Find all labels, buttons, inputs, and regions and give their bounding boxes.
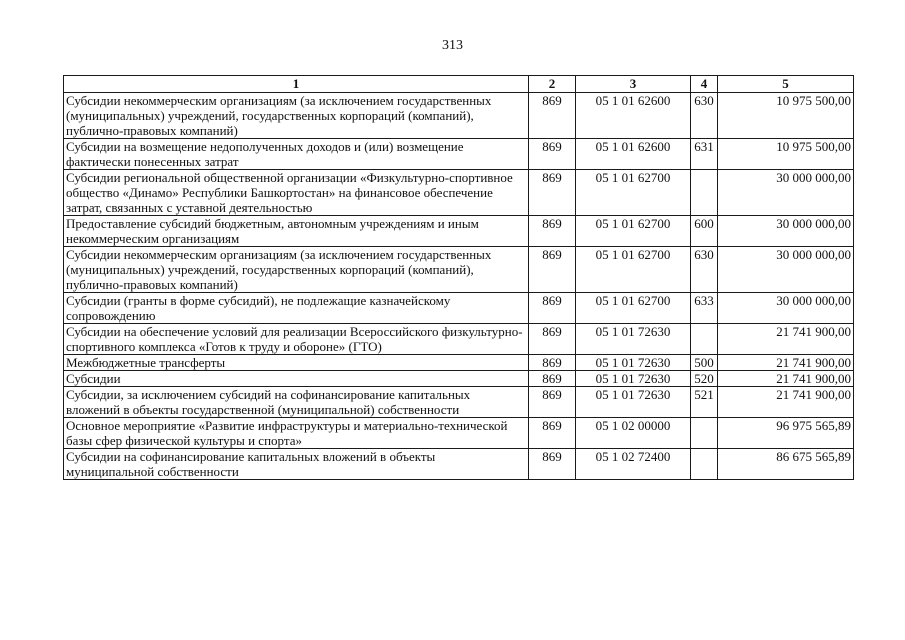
cell-vr: 633 bbox=[691, 293, 718, 324]
cell-name: Субсидии некоммерческим организациям (за исключением государственных (муниципальных) учреждений, государственных корпораций (компаний), публично-правовых компаний) bbox=[64, 247, 529, 293]
cell-vr bbox=[691, 418, 718, 449]
table-row bbox=[64, 387, 854, 418]
cell-name: Субсидии некоммерческим организациям (за исключением государственных (муниципальных) учреждений, государственных корпораций (компаний), публично-правовых компаний) bbox=[64, 93, 529, 139]
cell-csr: 05 1 01 62700 bbox=[576, 216, 691, 247]
cell-vr bbox=[691, 324, 718, 355]
cell-sum: 10 975 500,00 bbox=[718, 93, 854, 139]
cell-csr: 05 1 01 62600 bbox=[576, 93, 691, 139]
table-row bbox=[64, 418, 854, 449]
cell-ved: 869 bbox=[529, 449, 576, 480]
cell-name: Субсидии региональной общественной организации «Физкультурно-спортивное общество «Динамо» Республики Башкортостан» на финансовое обеспечение затрат, связанных с уставной деятельностью bbox=[64, 170, 529, 216]
table-row bbox=[64, 371, 854, 387]
cell-sum: 30 000 000,00 bbox=[718, 247, 854, 293]
cell-csr: 05 1 01 62700 bbox=[576, 293, 691, 324]
cell-csr: 05 1 01 72630 bbox=[576, 371, 691, 387]
cell-ved: 869 bbox=[529, 355, 576, 371]
cell-name: Предоставление субсидий бюджетным, автономным учреждениям и иным некоммерческим организациям bbox=[64, 216, 529, 247]
cell-sum: 21 741 900,00 bbox=[718, 371, 854, 387]
cell-ved: 869 bbox=[529, 139, 576, 170]
cell-csr: 05 1 01 72630 bbox=[576, 324, 691, 355]
cell-csr: 05 1 01 72630 bbox=[576, 387, 691, 418]
cell-csr: 05 1 02 00000 bbox=[576, 418, 691, 449]
cell-ved: 869 bbox=[529, 387, 576, 418]
cell-vr bbox=[691, 170, 718, 216]
cell-vr: 520 bbox=[691, 371, 718, 387]
cell-sum: 30 000 000,00 bbox=[718, 170, 854, 216]
cell-ved: 869 bbox=[529, 324, 576, 355]
budget-table bbox=[63, 75, 854, 480]
table-row bbox=[64, 247, 854, 293]
cell-ved: 869 bbox=[529, 371, 576, 387]
cell-sum: 21 741 900,00 bbox=[718, 355, 854, 371]
table-body bbox=[64, 93, 854, 480]
cell-sum: 30 000 000,00 bbox=[718, 216, 854, 247]
cell-name: Межбюджетные трансферты bbox=[64, 355, 529, 371]
cell-csr: 05 1 02 72400 bbox=[576, 449, 691, 480]
cell-ved: 869 bbox=[529, 418, 576, 449]
cell-sum: 21 741 900,00 bbox=[718, 324, 854, 355]
cell-vr: 600 bbox=[691, 216, 718, 247]
table-row bbox=[64, 355, 854, 371]
cell-vr: 630 bbox=[691, 247, 718, 293]
cell-ved: 869 bbox=[529, 93, 576, 139]
cell-name: Субсидии, за исключением субсидий на софинансирование капитальных вложений в объекты государственной (муниципальной) собственности bbox=[64, 387, 529, 418]
cell-sum: 10 975 500,00 bbox=[718, 139, 854, 170]
cell-vr bbox=[691, 449, 718, 480]
column-header-vr: 4 bbox=[691, 76, 718, 93]
table-row bbox=[64, 216, 854, 247]
header-row bbox=[64, 76, 854, 93]
cell-sum: 30 000 000,00 bbox=[718, 293, 854, 324]
table-row bbox=[64, 93, 854, 139]
cell-ved: 869 bbox=[529, 216, 576, 247]
cell-vr: 500 bbox=[691, 355, 718, 371]
table-row bbox=[64, 139, 854, 170]
cell-name: Субсидии bbox=[64, 371, 529, 387]
cell-ved: 869 bbox=[529, 293, 576, 324]
cell-csr: 05 1 01 62700 bbox=[576, 170, 691, 216]
cell-vr: 630 bbox=[691, 93, 718, 139]
cell-csr: 05 1 01 72630 bbox=[576, 355, 691, 371]
cell-name: Основное мероприятие «Развитие инфраструктуры и материально-технической базы сфер физической культуры и спорта» bbox=[64, 418, 529, 449]
cell-csr: 05 1 01 62700 bbox=[576, 247, 691, 293]
cell-vr: 631 bbox=[691, 139, 718, 170]
column-header-csr: 3 bbox=[576, 76, 691, 93]
cell-ved: 869 bbox=[529, 247, 576, 293]
table-row bbox=[64, 449, 854, 480]
cell-ved: 869 bbox=[529, 170, 576, 216]
column-header-sum: 5 bbox=[718, 76, 854, 93]
column-header-name: 1 bbox=[64, 76, 529, 93]
table-row bbox=[64, 324, 854, 355]
table-row bbox=[64, 170, 854, 216]
cell-name: Субсидии на софинансирование капитальных вложений в объекты муниципальной собственности bbox=[64, 449, 529, 480]
cell-sum: 96 975 565,89 bbox=[718, 418, 854, 449]
cell-csr: 05 1 01 62600 bbox=[576, 139, 691, 170]
cell-sum: 21 741 900,00 bbox=[718, 387, 854, 418]
table-row bbox=[64, 293, 854, 324]
cell-name: Субсидии (гранты в форме субсидий), не подлежащие казначейскому сопровождению bbox=[64, 293, 529, 324]
cell-sum: 86 675 565,89 bbox=[718, 449, 854, 480]
column-header-ved: 2 bbox=[529, 76, 576, 93]
page-number: 313 bbox=[442, 38, 463, 53]
cell-name: Субсидии на возмещение недополученных доходов и (или) возмещение фактически понесенных затрат bbox=[64, 139, 529, 170]
cell-name: Субсидии на обеспечение условий для реализации Всероссийского физкультурно-спортивного комплекса «Готов к труду и обороне» (ГТО) bbox=[64, 324, 529, 355]
cell-vr: 521 bbox=[691, 387, 718, 418]
